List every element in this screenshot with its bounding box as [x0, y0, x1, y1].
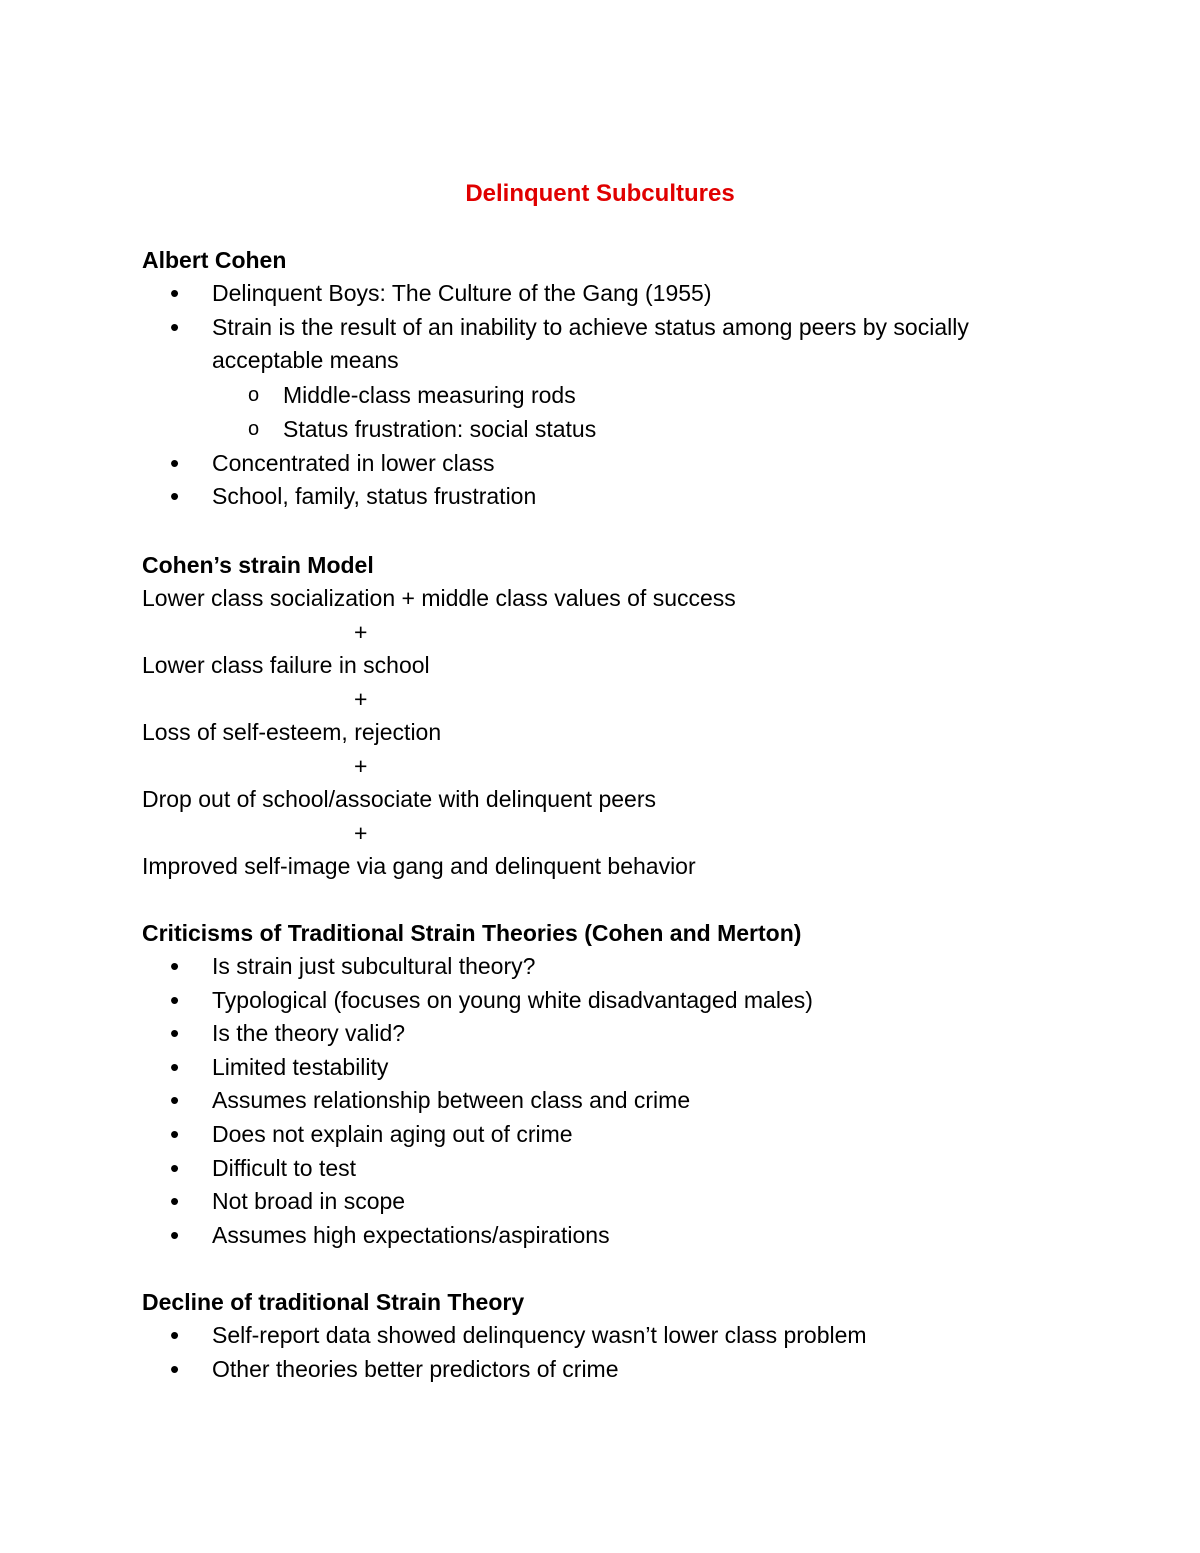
list-item: • Self-report data showed delinquency wasn’t lower class problem [142, 1319, 1060, 1353]
bullet-list [142, 1319, 1060, 1386]
model-connector: + [354, 752, 368, 779]
section-heading: Criticisms of Traditional Strain Theories (Cohen and Merton) [142, 920, 802, 946]
section-decline [142, 1285, 1060, 1386]
section-heading: Cohen’s strain Model [142, 552, 374, 578]
bullet-list [142, 950, 1060, 1252]
list-item: • Concentrated in lower class [142, 447, 1060, 481]
list-item: • Difficult to test [142, 1152, 1060, 1186]
list-item-text: Strain is the result of an inability to achieve status among peers by socially acceptable means [212, 313, 969, 374]
list-item: • Other theories better predictors of crime [142, 1353, 1060, 1387]
list-item: • Delinquent Boys: The Culture of the Gang (1955) [142, 277, 1060, 311]
list-item: • Does not explain aging out of crime [142, 1118, 1060, 1152]
list-item: • Not broad in scope [142, 1185, 1060, 1219]
model-connector: + [354, 819, 368, 846]
list-item: • School, family, status frustration [142, 480, 1060, 514]
model-connector: + [354, 618, 368, 645]
list-item [142, 311, 1060, 447]
list-item: • Limited testability [142, 1051, 1060, 1085]
model-step: Loss of self-esteem, rejection [142, 719, 442, 745]
bullet-list [142, 277, 1060, 514]
sub-list-item: o Status frustration: social status [212, 412, 1060, 447]
list-item: • Assumes relationship between class and crime [142, 1084, 1060, 1118]
section-albert-cohen [142, 243, 1060, 514]
section-strain-model [142, 548, 1060, 884]
section-criticisms [142, 916, 1060, 1252]
model-step: Lower class socialization + middle class values of success [142, 585, 736, 611]
list-item: • Is strain just subcultural theory? [142, 950, 1060, 984]
model-step: Drop out of school/associate with delinquent peers [142, 786, 656, 812]
sub-list-item: o Middle-class measuring rods [212, 378, 1060, 413]
list-item: • Is the theory valid? [142, 1017, 1060, 1051]
model-step: Lower class failure in school [142, 652, 430, 678]
sub-bullet-list [212, 378, 1060, 447]
list-item: • Assumes high expectations/aspirations [142, 1219, 1060, 1253]
list-item: • Typological (focuses on young white disadvantaged males) [142, 984, 1060, 1018]
section-heading: Decline of traditional Strain Theory [142, 1289, 525, 1315]
section-heading: Albert Cohen [142, 247, 287, 273]
model-connector: + [354, 685, 368, 712]
model-step: Improved self-image via gang and delinquent behavior [142, 853, 696, 879]
document-title: Delinquent Subcultures [465, 180, 735, 207]
